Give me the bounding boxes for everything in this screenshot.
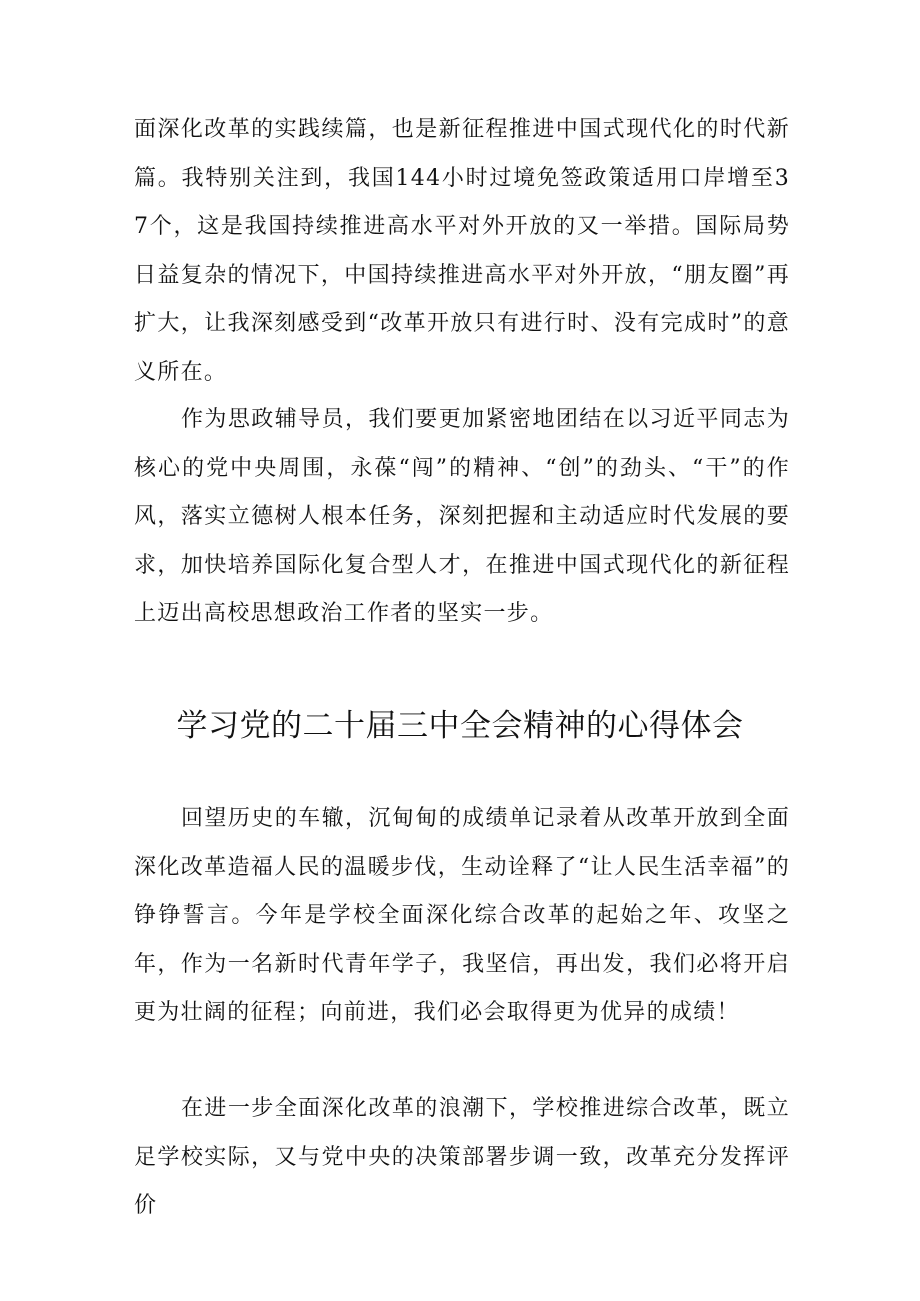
paragraph-continuation: 面深化改革的实践续篇，也是新征程推进中国式现代化的时代新篇。我特别关注到，我国144小时过境免签政策适用口岸增至37个，这是我国持续推进高水平对外开放的又一举措。国际局势日益复杂的情况下，中国持续推进高水平对外开放，“朋友圈”再扩大，让我深刻感受到“改革开放只有进行时、没有完成时”的意义所在。 [134, 117, 790, 385]
paragraph-reform: 在进一步全面深化改革的浪潮下，学校推进综合改革，既立足学校实际，又与党中央的决策部署步调一致，改革充分发挥评价 [134, 1096, 790, 1218]
paragraph-history: 回望历史的车辙，沉甸甸的成绩单记录着从改革开放到全面深化改革造福人民的温暖步伐，生动诠释了“让人民生活幸福”的铮铮誓言。今年是学校全面深化综合改革的起始之年、攻坚之年，作为一名新时代青年学子，我坚信，再出发，我们必将开启更为壮阔的征程；向前进，我们必会取得更为优异的成绩！ [134, 806, 790, 1025]
article-heading: 学习党的二十届三中全会精神的心得体会 [176, 708, 744, 744]
paragraph-counselor: 作为思政辅导员，我们要更加紧密地团结在以习近平同志为核心的党中央周围，永葆“闯”的精神、“创”的劲头、“干”的作风，落实立德树人根本任务，深刻把握和主动适应时代发展的要求，加快培养国际化复合型人才，在推进中国式现代化的新征程上迈出高校思想政治工作者的坚实一步。 [134, 407, 790, 626]
